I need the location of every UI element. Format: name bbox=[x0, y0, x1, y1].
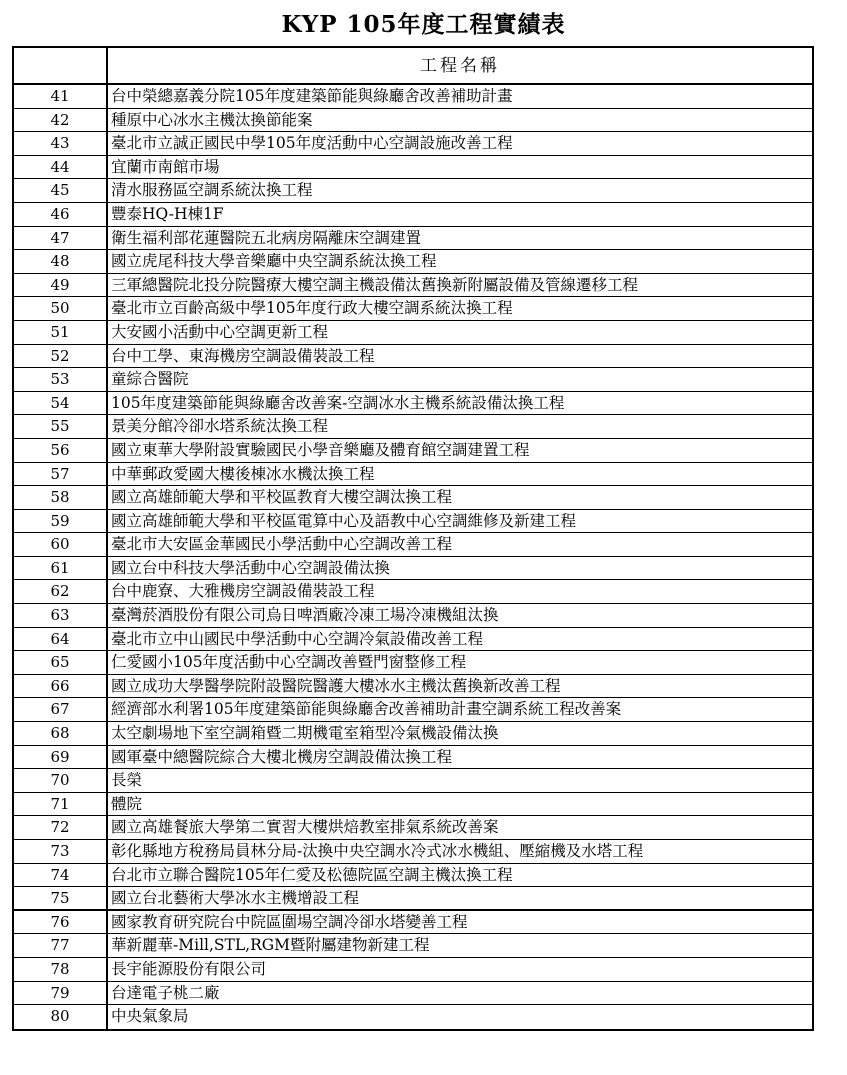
project-name-cell: 台中榮總嘉義分院105年度建築節能與綠廳舍改善補助計畫 bbox=[111, 87, 513, 105]
table-row bbox=[14, 368, 812, 392]
table-row bbox=[14, 1005, 812, 1029]
project-name-cell: 衛生福利部花蓮醫院五北病房隔離床空調建置 bbox=[111, 228, 422, 247]
table-row bbox=[14, 580, 812, 604]
row-number-cell: 79 bbox=[14, 982, 108, 1005]
project-name-cell: 種原中心冰水主機汰換節能案 bbox=[111, 110, 313, 129]
project-name-cell: 國家教育研究院台中院區圍場空調冷卻水塔變善工程 bbox=[111, 912, 468, 931]
table-row bbox=[14, 911, 812, 935]
project-name-cell: 太空劇場地下室空調箱暨二期機電室箱型冷氣機設備汰換 bbox=[111, 724, 499, 743]
row-number-cell: 61 bbox=[14, 557, 108, 580]
table-row bbox=[14, 132, 812, 156]
row-number-cell: 66 bbox=[14, 675, 108, 698]
project-name-cell: 國立高雄師範大學和平校區電算中心及語教中心空調維修及新建工程 bbox=[111, 511, 577, 530]
row-number-cell: 55 bbox=[14, 415, 108, 438]
table-row bbox=[14, 486, 812, 510]
table-row bbox=[14, 840, 812, 864]
project-name-cell: 大安國小活動中心空調更新工程 bbox=[111, 322, 329, 341]
table-row bbox=[14, 156, 812, 180]
project-name-cell: 景美分館冷卻水塔系統汰換工程 bbox=[111, 417, 329, 436]
row-number-cell: 52 bbox=[14, 345, 108, 368]
project-name-cell: 國立成功大學醫學院附設醫院醫護大樓冰水主機汰舊換新改善工程 bbox=[111, 676, 561, 695]
table-row bbox=[14, 864, 812, 888]
project-name-cell: 長榮 bbox=[111, 771, 143, 790]
row-number-cell: 74 bbox=[14, 864, 108, 887]
project-table bbox=[12, 46, 814, 1031]
row-number-cell: 41 bbox=[14, 85, 108, 108]
table-row bbox=[14, 769, 812, 793]
table-row bbox=[14, 345, 812, 369]
table-row bbox=[14, 415, 812, 439]
table-row bbox=[14, 203, 812, 227]
project-name-cell: 105年度建築節能與綠廳舍改善案-空調冰水主機系統設備汰換工程 bbox=[111, 393, 565, 412]
row-number-cell: 46 bbox=[14, 203, 108, 226]
table-row bbox=[14, 274, 812, 298]
table-header bbox=[14, 48, 812, 85]
header-name-cell: 工程名稱 bbox=[420, 56, 500, 76]
row-number-cell: 49 bbox=[14, 274, 108, 297]
row-number-cell: 68 bbox=[14, 722, 108, 745]
project-name-cell: 童綜合醫院 bbox=[111, 370, 189, 389]
table-row bbox=[14, 604, 812, 628]
project-name-cell: 體院 bbox=[111, 794, 143, 813]
table-row bbox=[14, 179, 812, 203]
row-number-cell: 71 bbox=[14, 793, 108, 816]
row-number-cell: 80 bbox=[14, 1005, 108, 1029]
table-row bbox=[14, 392, 812, 416]
project-name-cell: 國立虎尾科技大學音樂廳中央空調系統汰換工程 bbox=[111, 252, 437, 271]
table-row bbox=[14, 958, 812, 982]
table-row bbox=[14, 533, 812, 557]
row-number-cell: 72 bbox=[14, 816, 108, 839]
row-number-cell: 57 bbox=[14, 463, 108, 486]
table-row bbox=[14, 85, 812, 109]
table-row bbox=[14, 816, 812, 840]
table-row bbox=[14, 510, 812, 534]
table-row bbox=[14, 628, 812, 652]
project-name-cell: 宜蘭市南館市場 bbox=[111, 157, 220, 176]
page-title: KYP 105年度工程實績表 bbox=[281, 11, 566, 38]
row-number-cell: 70 bbox=[14, 769, 108, 792]
project-name-cell: 國軍臺中總醫院綜合大樓北機房空調設備汰換工程 bbox=[111, 747, 453, 766]
project-name-cell: 國立東華大學附設實驗國民小學音樂廳及體育館空調建置工程 bbox=[111, 440, 530, 459]
project-name-cell: 三軍總醫院北投分院醫療大樓空調主機設備汰舊換新附屬設備及管線遷移工程 bbox=[111, 275, 639, 294]
project-name-cell: 國立台中科技大學活動中心空調設備汰換 bbox=[111, 558, 391, 577]
row-number-cell: 77 bbox=[14, 934, 108, 957]
project-name-cell: 仁愛國小105年度活動中心空調改善暨門窗整修工程 bbox=[111, 653, 467, 672]
row-number-cell: 53 bbox=[14, 368, 108, 391]
table-row bbox=[14, 746, 812, 770]
table-row bbox=[14, 463, 812, 487]
row-number-cell: 56 bbox=[14, 439, 108, 462]
row-number-cell: 47 bbox=[14, 227, 108, 250]
row-number-cell: 67 bbox=[14, 698, 108, 721]
table-row bbox=[14, 651, 812, 675]
table-row bbox=[14, 934, 812, 958]
row-number-cell: 62 bbox=[14, 580, 108, 603]
table-row bbox=[14, 250, 812, 274]
row-number-cell: 43 bbox=[14, 132, 108, 155]
project-name-cell: 台北市立聯合醫院105年仁愛及松德院區空調主機汰換工程 bbox=[111, 865, 513, 884]
project-name-cell: 台中工學、東海機房空調設備裝設工程 bbox=[111, 346, 375, 365]
project-name-cell: 臺北市大安區金華國民小學活動中心空調改善工程 bbox=[111, 535, 453, 554]
row-number-cell: 51 bbox=[14, 321, 108, 344]
row-number-cell: 48 bbox=[14, 250, 108, 273]
row-number-cell: 64 bbox=[14, 628, 108, 651]
project-name-cell: 中央氣象局 bbox=[111, 1007, 189, 1026]
project-name-cell: 華新麗華-Mill,STL,RGM暨附屬建物新建工程 bbox=[111, 936, 430, 955]
row-number-cell: 63 bbox=[14, 604, 108, 627]
row-number-cell: 45 bbox=[14, 179, 108, 202]
project-name-cell: 台中鹿寮、大雅機房空調設備裝設工程 bbox=[111, 582, 375, 601]
table-row bbox=[14, 675, 812, 699]
table-row bbox=[14, 722, 812, 746]
table-row bbox=[14, 698, 812, 722]
row-number-cell: 75 bbox=[14, 887, 108, 909]
row-number-cell: 44 bbox=[14, 156, 108, 179]
project-name-cell: 國立高雄餐旅大學第二實習大樓烘焙教室排氣系統改善案 bbox=[111, 818, 499, 837]
row-number-cell: 76 bbox=[14, 911, 108, 934]
project-name-cell: 清水服務區空調系統汰換工程 bbox=[111, 181, 313, 200]
row-number-cell: 73 bbox=[14, 840, 108, 863]
row-number-cell: 54 bbox=[14, 392, 108, 415]
row-number-cell: 58 bbox=[14, 486, 108, 509]
project-name-cell: 彰化縣地方稅務局員林分局-汰換中央空調水冷式冰水機組、壓縮機及水塔工程 bbox=[111, 842, 644, 860]
table-row bbox=[14, 887, 812, 911]
project-name-cell: 臺灣菸酒股份有限公司烏日啤酒廠冷凍工場冷凍機組汰換 bbox=[111, 606, 499, 625]
table-row bbox=[14, 321, 812, 345]
row-number-cell: 50 bbox=[14, 297, 108, 320]
row-number-cell: 42 bbox=[14, 109, 108, 132]
table-row bbox=[14, 297, 812, 321]
project-name-cell: 臺北市立中山國民中學活動中心空調冷氣設備改善工程 bbox=[111, 629, 484, 648]
header-number-cell bbox=[14, 48, 108, 83]
table-row bbox=[14, 982, 812, 1006]
table-row bbox=[14, 227, 812, 251]
project-name-cell: 國立高雄師範大學和平校區教育大樓空調汰換工程 bbox=[111, 488, 453, 507]
project-name-cell: 經濟部水利署105年度建築節能與綠廳舍改善補助計畫空調系統工程改善案 bbox=[111, 700, 622, 719]
project-name-cell: 臺北市立誠正國民中學105年度活動中心空調設施改善工程 bbox=[111, 134, 513, 153]
project-name-cell: 國立台北藝術大學冰水主機增設工程 bbox=[111, 889, 360, 908]
project-name-cell: 中華郵政愛國大樓後棟冰水機汰換工程 bbox=[111, 464, 375, 483]
row-number-cell: 59 bbox=[14, 510, 108, 533]
project-name-cell: 台達電子桃二廠 bbox=[111, 983, 220, 1002]
row-number-cell: 65 bbox=[14, 651, 108, 674]
project-name-cell: 臺北市立百齡高級中學105年度行政大樓空調系統汰換工程 bbox=[111, 299, 513, 318]
project-name-cell: 豐泰HQ-H棟1F bbox=[111, 204, 224, 223]
table-row bbox=[14, 109, 812, 133]
row-number-cell: 78 bbox=[14, 958, 108, 981]
table-row bbox=[14, 439, 812, 463]
row-number-cell: 69 bbox=[14, 746, 108, 769]
table-row bbox=[14, 793, 812, 817]
row-number-cell: 60 bbox=[14, 533, 108, 556]
project-name-cell: 長宇能源股份有限公司 bbox=[111, 959, 267, 978]
table-row bbox=[14, 557, 812, 581]
